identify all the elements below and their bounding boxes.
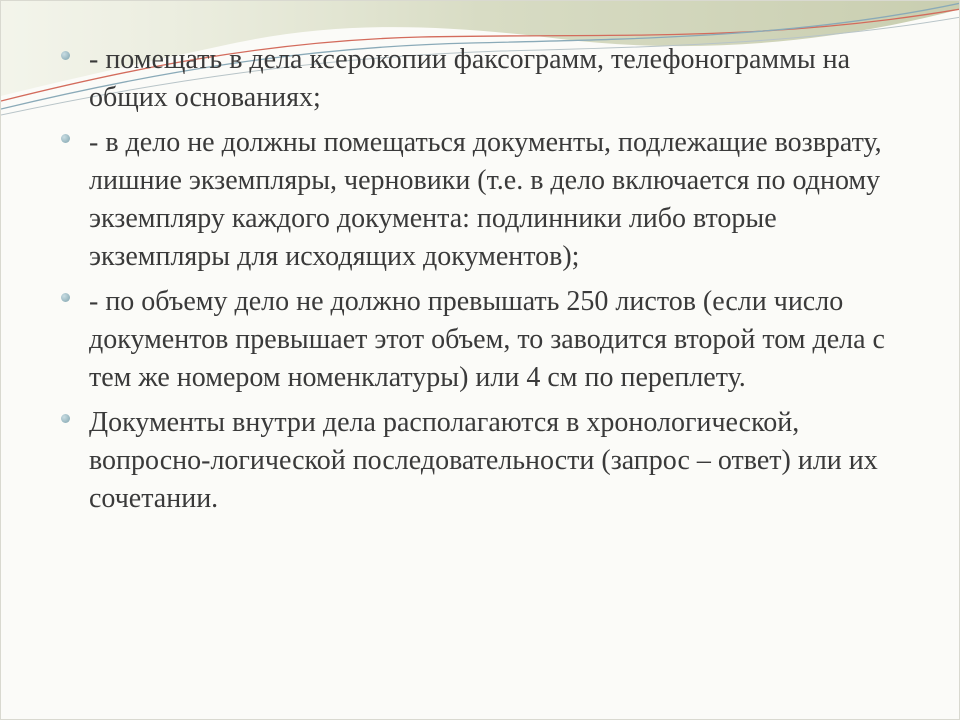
- list-item: [57, 404, 917, 518]
- content-area: [57, 41, 917, 525]
- list-item: [57, 124, 917, 276]
- list-item: [57, 41, 917, 117]
- bullet-icon: [61, 134, 70, 143]
- bullet-icon: [61, 51, 70, 60]
- list-item: [57, 283, 917, 397]
- bullet-text: - по объему дело не должно превышать 250 листов (если число документов превышает этот объем, то заводится второй том дела с тем же номером номенклатуры) или 4 см по переплету.: [89, 286, 885, 393]
- bullet-list: [57, 41, 917, 518]
- bullet-icon: [61, 293, 70, 302]
- bullet-text: - помещать в дела ксерокопии факсограмм, телефонограммы на общих основаниях;: [89, 44, 851, 113]
- bullet-text: - в дело не должны помещаться документы, подлежащие возврату, лишние экземпляры, черновики (т.е. в дело включается по одному экземпляру каждого документа: подлинники либо вторые экземпляры для исходящих документов);: [89, 127, 882, 272]
- bullet-icon: [61, 414, 70, 423]
- bullet-text: Документы внутри дела располагаются в хронологической, вопросно-логической последовательности (запрос – ответ) или их сочетании.: [89, 407, 878, 514]
